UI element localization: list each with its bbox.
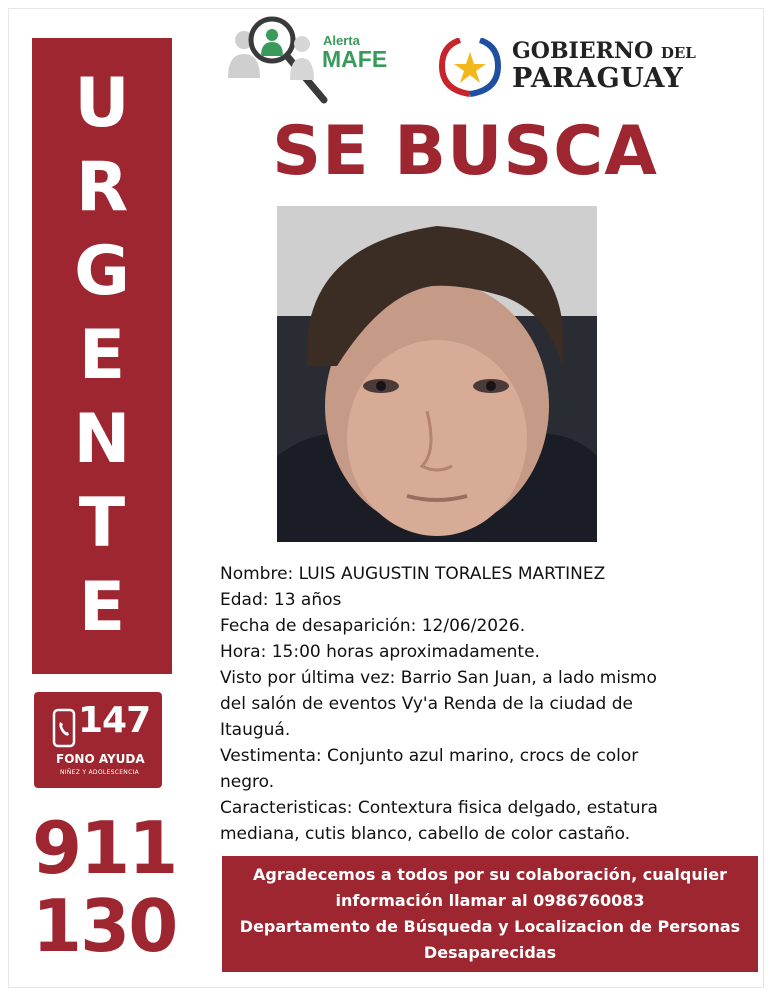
helpline-label: FONO AYUDA xyxy=(56,752,145,766)
emergency-number-911: 911 xyxy=(32,806,177,890)
info-name: Nombre: LUIS AUGUSTIN TORALES MARTINEZ xyxy=(220,564,606,584)
info-last-seen: Itauguá. xyxy=(220,720,291,740)
gov-title-line1: GOBIERNO DEL xyxy=(512,38,696,64)
footer-line: Agradecemos a todos por su colaboración, cualquier xyxy=(253,865,727,884)
footer-line: Departamento de Búsqueda y Localizacion de Personas xyxy=(239,917,741,936)
info-date: Fecha de desaparición: 12/06/2026. xyxy=(220,616,526,636)
urgent-banner xyxy=(32,38,172,674)
paraguay-seal-icon xyxy=(438,38,502,98)
footer-line: Desaparecidas xyxy=(423,943,557,962)
mafe-alerta-text: Alerta xyxy=(323,33,360,48)
info-last-seen: Visto por última vez: Barrio San Juan, a lado mismo xyxy=(220,668,657,688)
helpline-badge xyxy=(34,692,162,788)
urgent-letter: R xyxy=(75,148,129,227)
footer-banner xyxy=(222,856,758,972)
footer-line: información llamar al 0986760083 xyxy=(335,891,645,910)
urgent-letter: T xyxy=(78,484,126,563)
urgent-letter: E xyxy=(78,568,126,647)
info-time: Hora: 15:00 horas aproximadamente. xyxy=(220,642,540,662)
emergency-number-130: 130 xyxy=(32,884,177,968)
headline: SE BUSCA xyxy=(272,112,658,191)
info-features: Caracteristicas: Contextura fisica delgado, estatura xyxy=(220,798,658,818)
info-features: mediana, cutis blanco, cabello de color castaño. xyxy=(220,824,631,844)
info-clothing: negro. xyxy=(220,772,275,792)
urgent-letter: U xyxy=(74,64,130,143)
info-age: Edad: 13 años xyxy=(220,590,342,610)
info-clothing: Vestimenta: Conjunto azul marino, crocs de color xyxy=(220,746,639,766)
info-last-seen: del salón de eventos Vy'a Renda de la ciudad de xyxy=(220,694,634,714)
helpline-number: 147 xyxy=(78,700,151,741)
urgent-letter: G xyxy=(74,232,130,311)
mafe-name-text: MAFE xyxy=(322,46,388,72)
urgent-letter: N xyxy=(73,400,131,479)
person-info xyxy=(220,561,740,847)
missing-person-photo xyxy=(277,206,597,542)
phone-icon xyxy=(52,708,76,748)
helpline-sublabel: NIÑEZ Y ADOLESCENCIA xyxy=(60,769,140,776)
urgent-letter: E xyxy=(78,316,126,395)
gov-title-line2: PARAGUAY xyxy=(512,63,684,94)
